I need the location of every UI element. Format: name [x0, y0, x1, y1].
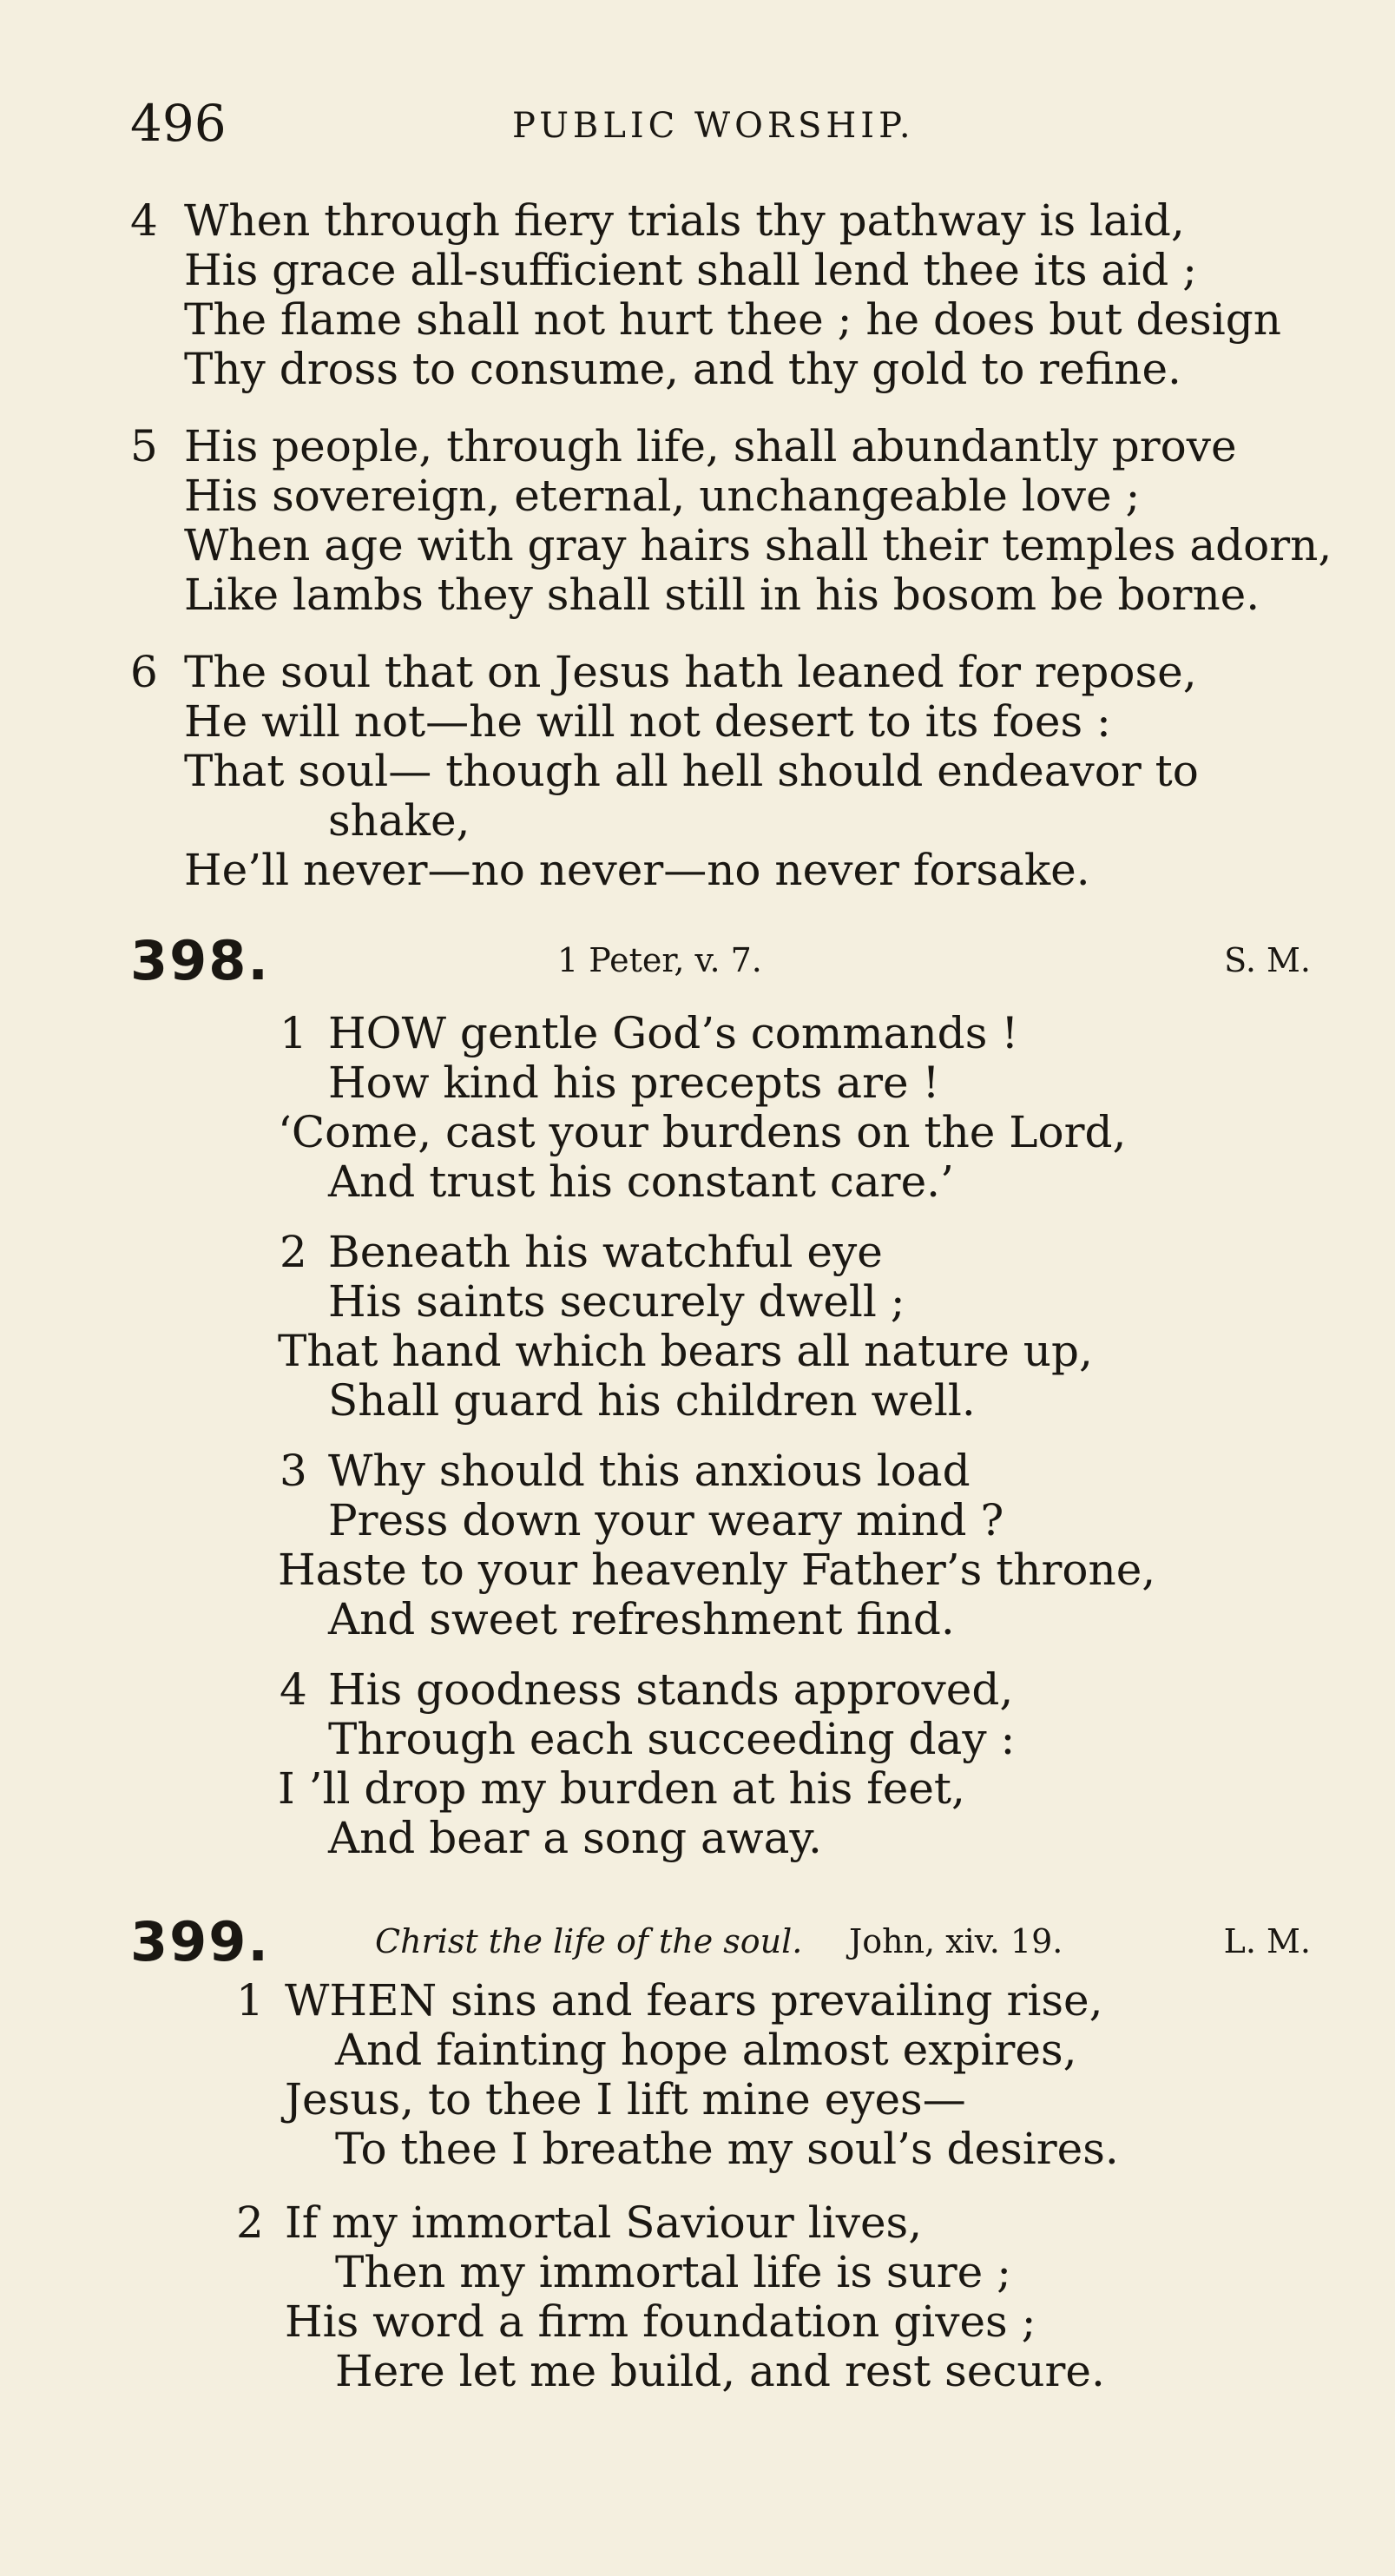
verse-line: That hand which bears all nature up,	[278, 1326, 1093, 1376]
running-head	[130, 94, 1328, 155]
hymn-meter: S. M.	[1224, 941, 1311, 979]
verse-line: Thy dross to consume, and thy gold to refine.	[184, 344, 1181, 394]
hymn-399-header	[130, 1910, 1311, 1971]
verse-line: And bear a song away.	[328, 1813, 822, 1863]
verse-line: He’ll never—no never—no never forsake.	[184, 845, 1090, 895]
verse-line: WHEN sins and fears prevailing rise,	[285, 1975, 1103, 2026]
verse-line: That soul— though all hell should endeavor to	[184, 746, 1199, 796]
stanza-number: 1	[280, 1008, 307, 1058]
stanza-number: 2	[280, 1227, 307, 1277]
verse-line: His grace all-sufficient shall lend thee its aid ;	[184, 245, 1197, 295]
verse-line: His sovereign, eternal, unchangeable love ;	[184, 471, 1141, 521]
verse-line: Haste to your heavenly Father’s throne,	[278, 1545, 1156, 1595]
hymn-398-header	[130, 929, 1311, 990]
verse-line: When through fiery trials thy pathway is laid,	[184, 195, 1185, 246]
verse-line: And trust his constant care.’	[328, 1156, 954, 1207]
verse-line: The soul that on Jesus hath leaned for repose,	[184, 647, 1197, 697]
verse-line: Here let me build, and rest secure.	[335, 2346, 1105, 2396]
stanza-number: 5	[130, 421, 158, 471]
verse-line: Jesus, to thee I lift mine eyes—	[285, 2074, 966, 2125]
stanza-number: 1	[236, 1975, 264, 2026]
verse-line: And fainting hope almost expires,	[335, 2025, 1077, 2075]
verse-line: Beneath his watchful eye	[328, 1227, 883, 1277]
verse-line: Shall guard his children well.	[328, 1375, 976, 1426]
verse-line: His saints securely dwell ;	[328, 1276, 905, 1327]
stanza-number: 6	[130, 647, 158, 697]
hymn-meter: L. M.	[1223, 1922, 1311, 1960]
verse-line: ‘Come, cast your burdens on the Lord,	[278, 1107, 1127, 1157]
running-title: PUBLIC WORSHIP.	[512, 106, 915, 146]
verse-line: Like lambs they shall still in his bosom be borne.	[184, 570, 1260, 620]
verse-line: To thee I breathe my soul’s desires.	[335, 2124, 1119, 2174]
verse-line: His goodness stands approved,	[328, 1664, 1014, 1715]
verse-line: When age with gray hairs shall their temples adorn,	[184, 520, 1332, 570]
verse-line: Why should this anxious load	[328, 1446, 971, 1496]
hymn-number: 398.	[130, 929, 270, 992]
stanza-number: 3	[280, 1446, 307, 1496]
page-number: 496	[130, 94, 227, 153]
verse-line: How kind his precepts are !	[328, 1057, 940, 1108]
verse-line-runover: shake,	[328, 795, 470, 846]
scripture-reference: 1 Peter, v. 7.	[557, 941, 762, 979]
verse-line: He will not—he will not desert to its foes :	[184, 696, 1111, 747]
verse-line: I ’ll drop my burden at his feet,	[278, 1763, 965, 1814]
stanza-number: 4	[280, 1664, 307, 1715]
verse-line: HOW gentle God’s commands !	[328, 1008, 1019, 1058]
hymn-number: 399.	[130, 1910, 270, 1973]
verse-line: Then my immortal life is sure ;	[335, 2247, 1012, 2297]
verse-line: His people, through life, shall abundantly prove	[184, 421, 1237, 471]
stanza-number: 2	[236, 2197, 264, 2248]
hymn-subject	[375, 1922, 802, 1960]
stanza-number: 4	[130, 195, 158, 246]
verse-line: His word a firm foundation gives ;	[285, 2296, 1036, 2347]
scripture-reference: John, xiv. 19.	[849, 1922, 1063, 1960]
verse-line: Through each succeeding day :	[328, 1714, 1016, 1764]
hymn-subject-text: Christ the life of the soul.	[375, 1922, 803, 1960]
verse-line: The flame shall not hurt thee ; he does but design	[184, 294, 1281, 345]
verse-line: If my immortal Saviour lives,	[285, 2197, 923, 2248]
verse-line: And sweet refreshment find.	[328, 1594, 955, 1644]
verse-line: Press down your weary mind ?	[328, 1495, 1004, 1545]
